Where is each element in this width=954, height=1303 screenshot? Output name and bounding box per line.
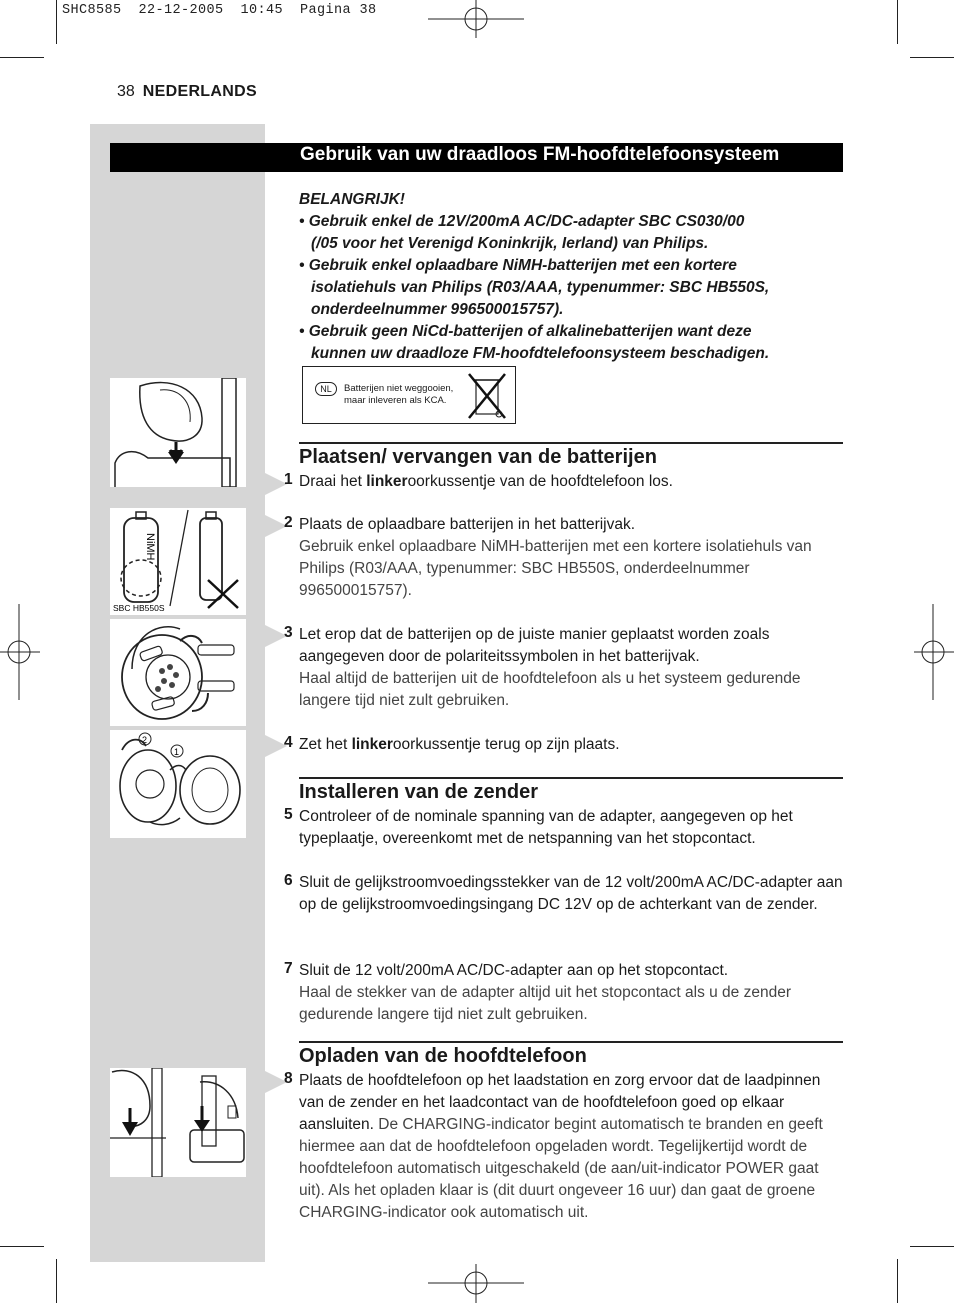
notice-line: maar inleveren als KCA. bbox=[344, 395, 447, 406]
step-number: 5 bbox=[284, 806, 293, 823]
figure-earpad-removal bbox=[110, 730, 246, 838]
step-text: Draai het bbox=[299, 473, 367, 490]
figure-batteries bbox=[110, 508, 246, 615]
section-title-batteries: Plaatsen/ vervangen van de batterijen bbox=[299, 446, 657, 468]
title-bar bbox=[110, 143, 843, 172]
section-title-charging: Opladen van de hoofdtelefoon bbox=[299, 1045, 587, 1067]
callout-1: 1 bbox=[174, 747, 180, 757]
crop-mark bbox=[910, 57, 954, 58]
step-text: Plaats de oplaadbare batterijen in het batterijvak. bbox=[299, 516, 636, 533]
step-text: Plaats de hoofdtelefoon op het laadstation en zorg ervoor dat de laadpinnen van de zender en het laadcontact van de hoofdtelefoon goed op elkaar aansluiten. bbox=[299, 1072, 821, 1133]
battery-illustration bbox=[110, 508, 246, 615]
step-7-text bbox=[299, 960, 844, 1026]
registration-mark-top bbox=[428, 0, 528, 40]
step-1-text bbox=[299, 471, 844, 493]
battery-label: NiMH bbox=[144, 533, 156, 561]
step-emphasis: linker bbox=[366, 473, 408, 490]
step-text: Zet het bbox=[299, 736, 352, 753]
step-number: 7 bbox=[284, 960, 293, 977]
step-number: 2 bbox=[284, 514, 293, 531]
page-title: Gebruik van uw draadloos FM-hoofdtelefoonsysteem bbox=[300, 144, 780, 165]
figure-battery-compartment bbox=[110, 619, 246, 726]
step-8-text bbox=[299, 1070, 844, 1224]
step-text: Sluit de 12 volt/200mA AC/DC-adapter aan op het stopcontact. bbox=[299, 962, 729, 979]
important-bullet-2: isolatiehuls van Philips (R03/AAA, typenummer: SBC HB550S, bbox=[311, 279, 770, 296]
important-bullet-1: • Gebruik enkel de 12V/200mA AC/DC-adapter SBC CS030/00 bbox=[299, 213, 745, 230]
crop-mark bbox=[910, 1246, 954, 1247]
step-6-text: Sluit de gelijkstroomvoedingsstekker van de 12 volt/200mA AC/DC-adapter aan op de gelijkstroomvoedingsingang DC 12V op de achterkant van de zender. bbox=[299, 874, 843, 913]
section-rule bbox=[299, 442, 843, 444]
registration-mark-right bbox=[914, 604, 954, 700]
battery-disposal-notice bbox=[302, 366, 516, 424]
important-bullet-2: • Gebruik enkel oplaadbare NiMH-batterijen met een kortere bbox=[299, 257, 737, 274]
important-bullet-3: kunnen uw draadloze FM-hoofdtelefoonsysteem beschadigen. bbox=[311, 345, 770, 362]
charging-illustration bbox=[110, 1068, 246, 1177]
step-emphasis: linker bbox=[351, 736, 393, 753]
step-number: 1 bbox=[284, 471, 293, 488]
crop-mark bbox=[0, 1246, 44, 1247]
figure-headphone-base bbox=[110, 378, 246, 487]
page-header bbox=[117, 83, 257, 101]
important-bullet-1: (/05 voor het Verenigd Koninkrijk, Ierland) van Philips. bbox=[311, 235, 709, 252]
step-text: oorkussentje terug op zijn plaats. bbox=[392, 736, 620, 753]
battery-model: SBC HB550S bbox=[113, 603, 165, 613]
callout-2: 2 bbox=[142, 735, 148, 745]
step-note: Gebruik enkel oplaadbare NiMH-batterijen met een kortere isolatiehuls van Philips (R03/AAA, typenummer: SBC HB550S, onderdeelnummer 996500015757). bbox=[299, 538, 812, 599]
step-number: 3 bbox=[284, 624, 293, 641]
crop-mark bbox=[56, 1259, 57, 1303]
crop-mark bbox=[0, 57, 44, 58]
crossed-bin-icon bbox=[465, 370, 511, 422]
registration-mark-left bbox=[0, 604, 40, 700]
crop-mark bbox=[897, 0, 898, 44]
step-note: Haal altijd de batterijen uit de hoofdtelefoon als u het systeem gedurende langere tijd niet zult gebruiken. bbox=[299, 670, 801, 709]
important-bullet-3: • Gebruik geen NiCd-batterijen of alkalinebatterijen want deze bbox=[299, 323, 752, 340]
step-2-text bbox=[299, 514, 844, 602]
registration-mark-bottom bbox=[428, 1264, 528, 1303]
notice-text bbox=[344, 383, 453, 407]
step-note: Haal de stekker van de adapter altijd uit het stopcontact als u de zender gedurende langere tijd niet zult gebruiken. bbox=[299, 984, 791, 1023]
step-3-text bbox=[299, 624, 844, 712]
nl-badge: NL bbox=[315, 382, 337, 396]
section-title-transmitter: Installeren van de zender bbox=[299, 781, 538, 803]
print-header: SHC8585 22-12-2005 10:45 Pagina 38 bbox=[62, 3, 377, 18]
step-4-text bbox=[299, 734, 844, 756]
section-rule bbox=[299, 1041, 843, 1043]
important-bullet-2: onderdeelnummer 996500015757). bbox=[311, 301, 564, 318]
crop-mark bbox=[897, 1259, 898, 1303]
notice-line: Batterijen niet weggooien, bbox=[344, 383, 454, 394]
battery-compartment-illustration bbox=[110, 619, 246, 726]
earpad-illustration bbox=[110, 730, 246, 838]
page-number: 38 bbox=[117, 83, 135, 100]
crop-mark bbox=[56, 0, 57, 44]
section-rule bbox=[299, 777, 843, 779]
step-text: Let erop dat de batterijen op de juiste manier geplaatst worden zoals aangegeven door de polariteitssymbolen in het batterijvak. bbox=[299, 626, 770, 665]
step-number: 6 bbox=[284, 872, 293, 889]
step-number: 4 bbox=[284, 734, 293, 751]
step-5-text: Controleer of de nominale spanning van de adapter, aangegeven op het typeplaatje, overeenkomt met de netspanning van het stopcontact. bbox=[299, 808, 793, 847]
figure-charging bbox=[110, 1068, 246, 1177]
headphone-on-base-illustration bbox=[110, 378, 246, 487]
step-text: oorkussentje van de hoofdtelefoon los. bbox=[407, 473, 673, 490]
step-note: De CHARGING-indicator begint automatisch te branden en geeft hiermee aan dat de hoofdtelefoon opgeladen wordt. Tegelijkertijd wordt de hoofdtelefoon automatisch uitgeschakeld (de aan/uit-indicator POWER gaat uit). Als het opladen klaar is (dit duurt ongeveer 16 uur) dan gaat de groene CHARGING-indicator ook automatisch uit. bbox=[299, 1116, 823, 1221]
important-heading: BELANGRIJK! bbox=[299, 191, 405, 208]
step-number: 8 bbox=[284, 1070, 293, 1087]
language-label: NEDERLANDS bbox=[142, 83, 257, 100]
